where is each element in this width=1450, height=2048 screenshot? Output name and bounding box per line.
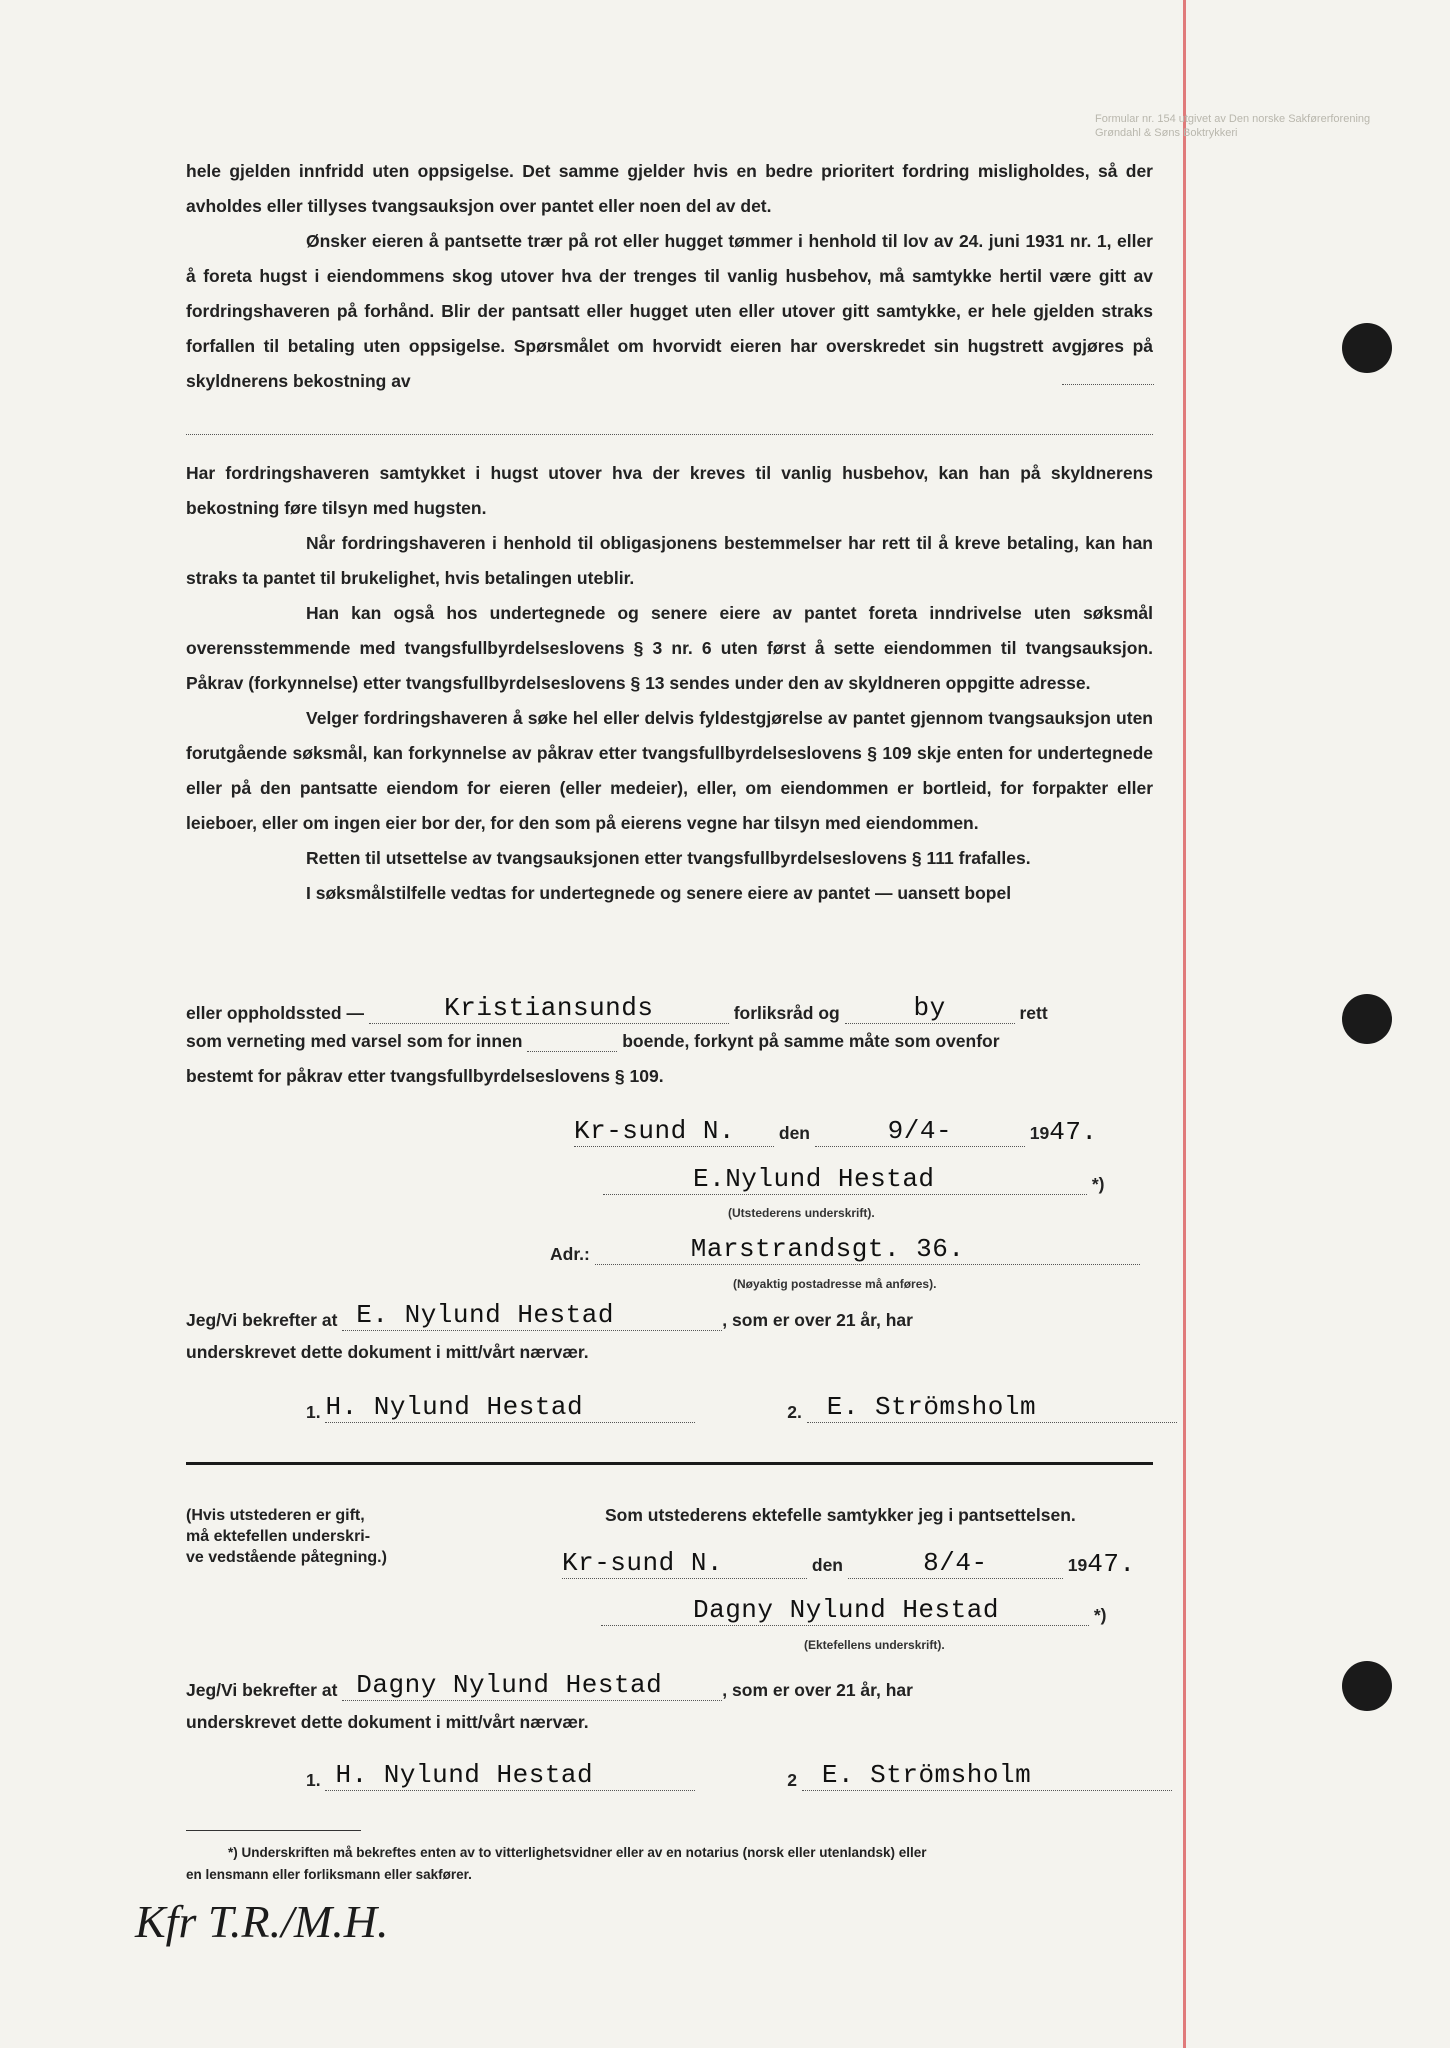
spouse-note-line: (Hvis utstederen er gift, bbox=[186, 1507, 365, 1524]
paragraph: Når fordringshaveren i henhold til obligasjonens bestemmelser har rett til å kreve betaling, kan han straks ta pantet til brukelighet, hvis betalingen uteblir. bbox=[186, 533, 1153, 588]
paragraph: hele gjelden innfridd uten oppsigelse. Det samme gjelder hvis en bedre prioritert fordring misligholdes, så der avholdes eller tillyses tvangsauksjon over pantet eller noen del av det. bbox=[186, 161, 1153, 216]
witness-signatures bbox=[306, 1760, 1172, 1791]
fill-in-line bbox=[1062, 382, 1154, 385]
confirm-name: Dagny Nylund Hestad bbox=[356, 1670, 663, 1700]
footnote bbox=[186, 1842, 926, 1886]
issuer-place-date-line bbox=[574, 1116, 1098, 1147]
spouse-consent: Som utstederens ektefelle samtykker jeg i pantsettelsen. bbox=[605, 1505, 1076, 1525]
signature-caption: (Utstederens underskrift). bbox=[728, 1206, 875, 1220]
confirm-suffix: , som er over 21 år, har bbox=[722, 1310, 913, 1330]
footnote-mark: *) bbox=[1093, 1605, 1107, 1625]
paragraph: I søksmålstilfelle vedtas for undertegnede og senere eiere av pantet — uansett bopel bbox=[306, 883, 1012, 903]
witness-confirm-line bbox=[186, 1300, 913, 1331]
spouse-signature-line bbox=[601, 1595, 1107, 1626]
witness-number: 1. bbox=[306, 1770, 321, 1790]
address-field bbox=[595, 1234, 1140, 1265]
confirm-line-2: underskrevet dette dokument i mitt/vårt nærvær. bbox=[186, 1712, 589, 1732]
issuer-signature-field bbox=[603, 1164, 1087, 1195]
witness-2-name: E. Strömsholm bbox=[821, 1760, 1032, 1790]
venue-middle: forliksråd og bbox=[733, 1003, 840, 1023]
witness-confirm-line bbox=[186, 1670, 913, 1701]
signature-caption: (Ektefellens underskrift). bbox=[804, 1638, 945, 1652]
place-field bbox=[562, 1548, 807, 1579]
court-type-field bbox=[845, 993, 1015, 1024]
issuer-name: E.Nylund Hestad bbox=[693, 1164, 935, 1194]
paragraph: Har fordringshaveren samtykket i hugst utover hva der kreves til vanlig husbehov, kan han på skyldnerens bekostning føre tilsyn med hugsten. bbox=[186, 463, 1153, 518]
venue-suffix: rett bbox=[1019, 1003, 1048, 1023]
witness-2-name: E. Strömsholm bbox=[826, 1392, 1037, 1422]
place: Kr-sund N. bbox=[574, 1116, 736, 1146]
den-label: den bbox=[778, 1123, 810, 1143]
body-text-middle bbox=[186, 456, 1153, 911]
address-line bbox=[550, 1234, 1140, 1265]
form-header-line: Formular nr. 154 utgivet av Den norske Sakførerforening bbox=[1095, 113, 1371, 125]
date-field bbox=[815, 1116, 1025, 1147]
place: Kr-sund N. bbox=[562, 1548, 724, 1578]
witness-field bbox=[807, 1392, 1177, 1423]
witness-number: 2. bbox=[787, 1402, 802, 1422]
witness-signatures bbox=[306, 1392, 1177, 1423]
spouse-place-date-line bbox=[562, 1548, 1136, 1579]
confirm-name-field bbox=[342, 1670, 722, 1701]
fill-in-line bbox=[186, 432, 1153, 435]
issuer-signature-line bbox=[603, 1164, 1105, 1195]
venue-text: boende, forkynt på samme måte som ovenfor bbox=[622, 1031, 1000, 1051]
year: 47. bbox=[1087, 1549, 1136, 1579]
court-place: Kristiansunds bbox=[444, 993, 654, 1023]
witness-number: 2 bbox=[787, 1770, 797, 1790]
punch-hole bbox=[1342, 323, 1392, 373]
handwritten-note: Kfr T.R./M.H. bbox=[135, 1896, 389, 1947]
address-caption: (Nøyaktig postadresse må anføres). bbox=[733, 1277, 937, 1291]
spouse-note bbox=[186, 1505, 387, 1568]
paragraph: Retten til utsettelse av tvangsauksjonen etter tvangsfullbyrdelseslovens § 111 frafalles. bbox=[306, 848, 1031, 868]
venue-text: bestemt for påkrav etter tvangsfullbyrdelseslovens § 109. bbox=[186, 1066, 664, 1086]
blank-field bbox=[527, 1030, 617, 1052]
date: 9/4- bbox=[887, 1116, 953, 1146]
form-header-faint bbox=[1095, 112, 1370, 140]
footnote-mark: *) bbox=[1091, 1174, 1105, 1194]
venue-line-3 bbox=[186, 1066, 664, 1087]
year-prefix: 19 bbox=[1029, 1123, 1050, 1143]
paragraph: Ønsker eieren å pantsette trær på rot eller hugget tømmer i henhold til lov av 24. juni 1931 nr. 1, eller å foreta hugst i eiendommens skog utover hva der trenges til vanlig husbehov, må samtykke hertil være gitt av fordringshaveren på forhånd. Blir der pantsatt eller hugget uten eller utover gitt samtykke, er hele gjelden straks forfallen til betaling uten oppsigelse. Spørsmålet om hvorvidt eieren har overskredet sin hugstrett avgjøres på skyldnerens bekostning av bbox=[186, 231, 1153, 391]
footnote-line: *) Underskriften må bekreftes enten av to vitterlighetsvidner eller av en notarius (norsk eller utenlandsk) eller bbox=[228, 1845, 927, 1860]
venue-line-2 bbox=[186, 1030, 1000, 1052]
spouse-signature-field bbox=[601, 1595, 1089, 1626]
witness-field bbox=[325, 1392, 695, 1423]
paragraph: Han kan også hos undertegnede og senere eiere av pantet foreta inndrivelse uten søksmål overensstemmende med tvangsfullbyrdelseslovens § 3 nr. 6 uten først å sette eiendommen til tvangsauksjon. Påkrav (forkynnelse) etter tvangsfullbyrdelseslovens § 13 sendes under den av skyldneren oppgitte adresse. bbox=[186, 603, 1153, 693]
year: 47. bbox=[1049, 1117, 1098, 1147]
witness-number: 1. bbox=[306, 1402, 321, 1422]
address: Marstrandsgt. 36. bbox=[690, 1234, 965, 1264]
witness-1-name: H. Nylund Hestad bbox=[335, 1760, 594, 1790]
venue-text: som verneting med varsel som for innen bbox=[186, 1031, 523, 1051]
date-field bbox=[848, 1548, 1063, 1579]
form-header-line: Grøndahl & Søns Boktrykkeri bbox=[1095, 127, 1238, 139]
witness-1-name: H. Nylund Hestad bbox=[325, 1392, 584, 1422]
confirm-suffix: , som er over 21 år, har bbox=[722, 1680, 913, 1700]
year-prefix: 19 bbox=[1067, 1555, 1088, 1575]
venue-line bbox=[186, 993, 1048, 1024]
witness-field bbox=[325, 1760, 695, 1791]
confirm-line-2: underskrevet dette dokument i mitt/vårt nærvær. bbox=[186, 1342, 589, 1362]
confirm-name-field bbox=[342, 1300, 722, 1331]
red-margin-line bbox=[1183, 0, 1186, 2048]
court-type: by bbox=[913, 993, 946, 1023]
section-divider bbox=[186, 1462, 1153, 1465]
spouse-name: Dagny Nylund Hestad bbox=[693, 1595, 999, 1625]
confirm-name: E. Nylund Hestad bbox=[356, 1300, 614, 1330]
footnote-rule bbox=[186, 1830, 361, 1831]
paragraph: Velger fordringshaveren å søke hel eller delvis fyldestgjørelse av pantet gjennom tvangsauksjon uten forutgående søksmål, kan forkynnelse av påkrav etter tvangsfullbyrdelseslovens § 109 skje enten for undertegnede eller på den pantsatte eiendom for eieren (eller medeier), eller, om eiendommen er bortleid, for forpakter eller leieboer, eller om ingen eier bor der, for den som på eierens vegne har tilsyn med eiendommen. bbox=[186, 708, 1153, 833]
court-place-field bbox=[369, 993, 729, 1024]
spouse-note-line: må ektefellen underskri- bbox=[186, 1528, 371, 1545]
spouse-note-line: ve vedstående påtegning.) bbox=[186, 1549, 387, 1566]
punch-hole bbox=[1342, 994, 1392, 1044]
place-field bbox=[574, 1116, 774, 1147]
footnote-line: en lensmann eller forliksmann eller sakfører. bbox=[186, 1867, 472, 1882]
date: 8/4- bbox=[923, 1548, 988, 1578]
address-label: Adr.: bbox=[550, 1244, 590, 1264]
witness-field bbox=[802, 1760, 1172, 1791]
body-text-top bbox=[186, 154, 1153, 399]
punch-hole bbox=[1342, 1661, 1392, 1711]
venue-prefix: eller oppholdssted — bbox=[186, 1003, 364, 1023]
confirm-prefix: Jeg/Vi bekrefter at bbox=[186, 1680, 338, 1700]
confirm-prefix: Jeg/Vi bekrefter at bbox=[186, 1310, 338, 1330]
den-label: den bbox=[811, 1555, 843, 1575]
